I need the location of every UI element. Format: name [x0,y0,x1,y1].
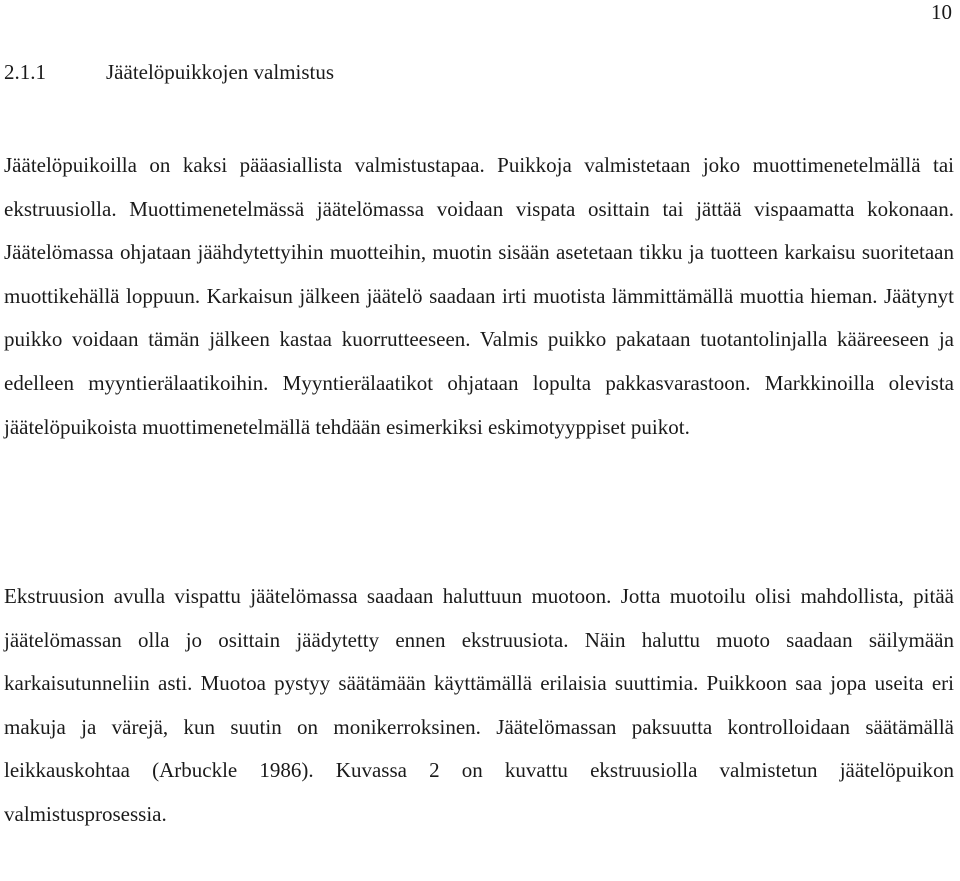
page-number: 10 [931,0,952,24]
section-title: Jäätelöpuikkojen valmistus [106,60,335,84]
body-paragraph: Jäätelöpuikoilla on kaksi pääasiallista valmistustapaa. Puikkoja valmistetaan joko muottimenetelmällä tai ekstruusiolla. Muottimenetelmässä jäätelömassa voidaan vispata osittain tai jättää vispaamatta kokonaan. Jäätelömassa ohjataan jäähdytettyihin muotteihin, muotin sisään asetetaan tikku ja tuotteen karkaisu suoritetaan muottikehällä loppuun. Karkaisun jälkeen jäätelö saadaan irti muotista lämmittämällä muottia hieman. Jäätynyt puikko voidaan tämän jälkeen kastaa kuorrutteeseen. Valmis puikko pakataan tuotantolinjalla kääreeseen ja edelleen myyntierälaatikoihin. Myyntierälaatikot ohjataan lopulta pakkasvarastoon. Markkinoilla olevista jäätelöpuikoista muottimenetelmällä tehdään esimerkiksi eskimotyyppiset puikot. [4,153,954,439]
section-heading [4,58,334,86]
body-paragraph: Ekstruusion avulla vispattu jäätelömassa saadaan haluttuun muotoon. Jotta muotoilu olisi mahdollista, pitää jäätelömassan olla jo osittain jäädytetty ennen ekstruusiota. Näin haluttu muoto saadaan säilymään karkaisutunneliin asti. Muotoa pystyy säätämään käyttämällä erilaisia suuttimia. Puikkoon saa jopa useita eri makuja ja värejä, kun suutin on monikerroksinen. Jäätelömassan paksuutta kontrolloidaan säätämällä leikkauskohtaa (Arbuckle 1986). Kuvassa 2 on kuvattu ekstruusiolla valmistetun jäätelöpuikon valmistusprosessia. [4,584,954,826]
section-number: 2.1.1 [4,60,46,84]
